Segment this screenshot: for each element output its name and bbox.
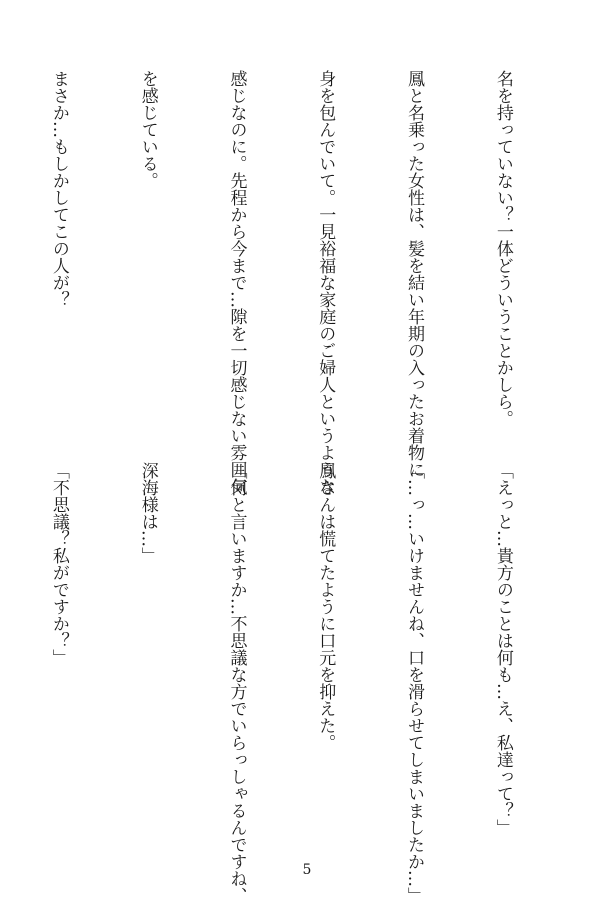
text-line: 「えっと…貴方のことは何も…え、私達って？」 — [492, 462, 513, 836]
text-line: 「何と言いますか…不思議な方でいらっしゃるんですね、 — [226, 462, 247, 904]
text-line: 鳳さんは慌てたように口元を抑えた。 — [315, 462, 336, 751]
text-line: 「不思議？私がですか？」 — [48, 462, 69, 666]
text-line: 名を持っていない？一体どういうことかしら。 — [492, 70, 513, 427]
text-line: を感じている。 — [137, 70, 158, 189]
text-line: 鳳と名乗った女性は、髪を結い年期の入ったお着物に — [404, 70, 425, 478]
text-line: 「…っ…いけませんね、口を滑らせてしまいましたか…」 — [404, 462, 425, 904]
upper-text-block — [44, 70, 576, 495]
text-line: 身を包んでいて。一見裕福な家庭のご婦人というような — [315, 70, 336, 495]
text-line: 深海様は…」 — [137, 462, 158, 564]
text-line: 感じなのに。先程から今まで…隙を一切感じない雰囲気 — [226, 70, 247, 495]
text-line: まさか…もしかしてこの人が？ — [48, 70, 69, 308]
lower-text-block — [44, 462, 576, 904]
page-number: 5 — [302, 862, 312, 878]
